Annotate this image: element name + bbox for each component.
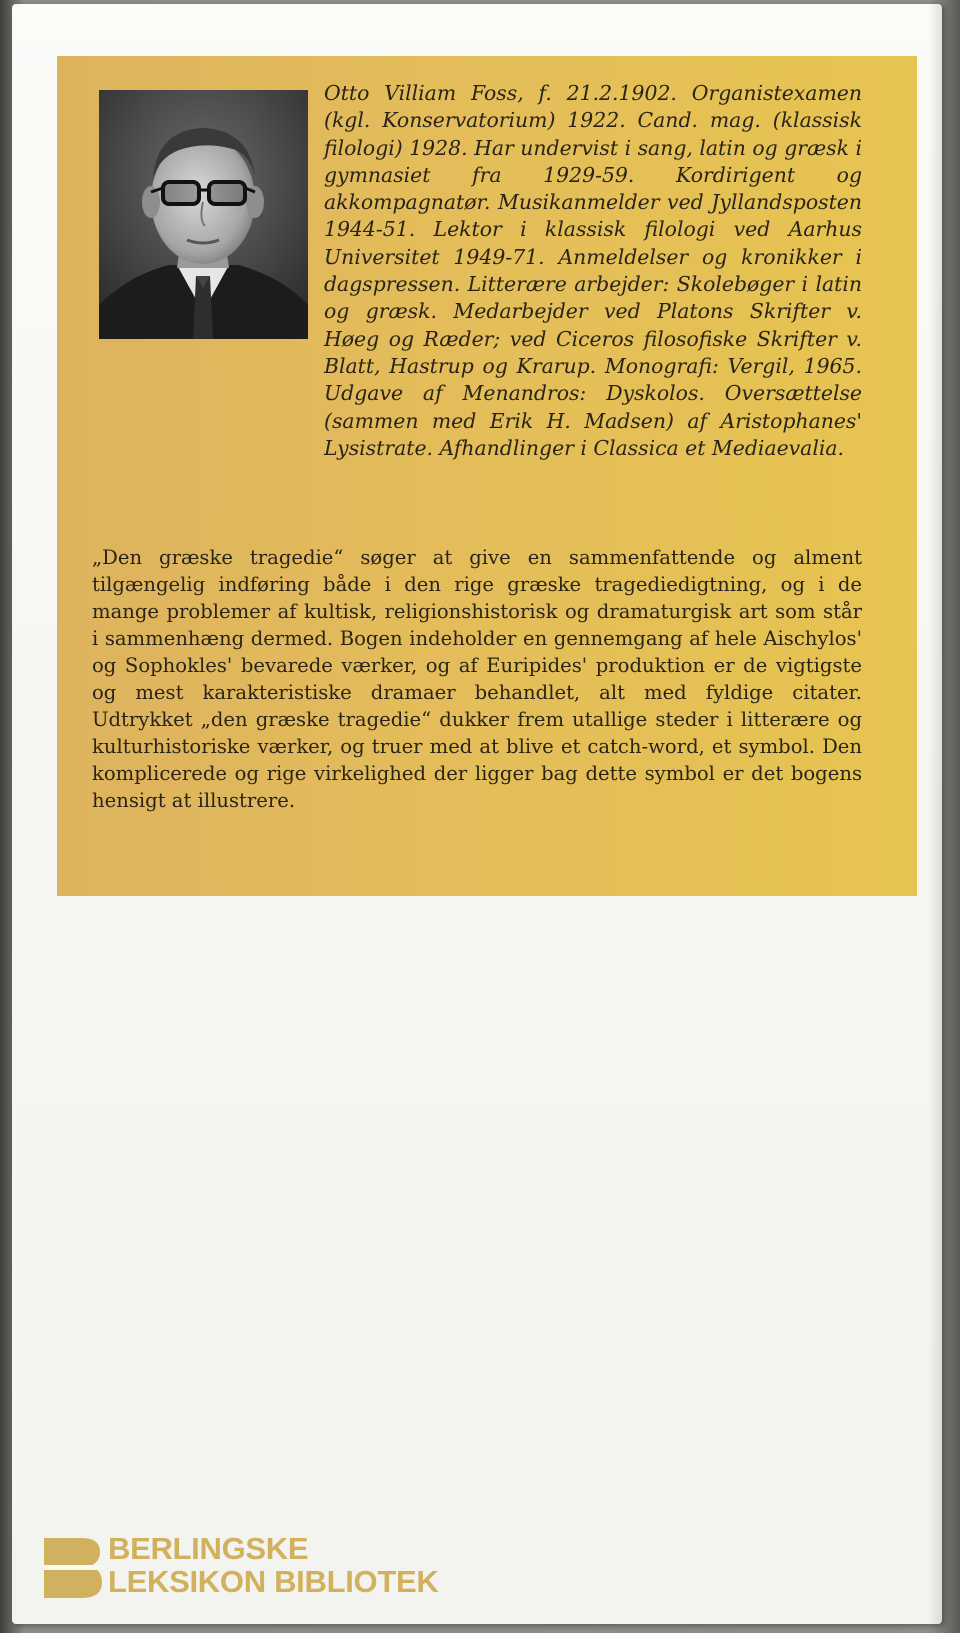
publisher-line-2: LEKSIKON BIBLIOTEK — [108, 1564, 439, 1599]
publisher-logo — [44, 1532, 514, 1604]
publisher-name — [108, 1532, 438, 1598]
book-description: „Den græske tragedie“ søger at give en sammenfattende og alment tilgængelig indføring både i den rige græske tragediedigtning, og i de mange problemer af kultisk, religionshistorisk og dramaturgisk art som står i sammenhæng dermed. Bogen indeholder en gennemgang af hele Aischylos' og Sophokles' bevarede værker, og af Euripides' produktion er de vigtigste og mest karakteristiske dramaer behandlet, alt med fyldige citater. Udtrykket „den græske tragedie“ dukker frem utallige steder i litterære og kulturhistoriske værker, og truer med at blive et catch-word, et symbol. Den komplicerede og rige virkelighed der ligger bag dette symbol er det bogens hensigt at illustrere. — [92, 546, 862, 812]
publisher-line-1: BERLINGSKE — [108, 1531, 309, 1566]
author-portrait-image — [99, 90, 308, 339]
book-edge-shadow — [928, 4, 942, 1624]
author-bio: Otto Villiam Foss, f. 21.2.1902. Organistexamen (kgl. Konservatorium) 1922. Cand. mag. (klassisk filologi) 1928. Har undervist i sang, latin og græsk i gymnasiet fra 1929-59. Kordirigent og akkompagnatør. Musikanmelder ved Jyllandsposten 1944-51. Lektor i klassisk filologi ved Aarhus Universitet 1949-71. Anmeldelser og kronikker i dagspressen. Litterære arbejder: Skolebøger i latin og græsk. Medarbejder ved Platons Skrifter v. Høeg og Ræder; ved Ciceros filosofiske Skrifter v. Blatt, Hastrup og Krarup. Monografi: Vergil, 1965. Udgave af Menandros: Dyskolos. Oversættelse (sammen med Erik H. Madsen) af Aristophanes' Lysistrate. Afhandlinger i Classica et Mediaevalia. — [324, 81, 862, 460]
publisher-b-icon — [44, 1538, 102, 1598]
author-portrait — [99, 90, 308, 339]
book-back-cover — [12, 4, 942, 1624]
